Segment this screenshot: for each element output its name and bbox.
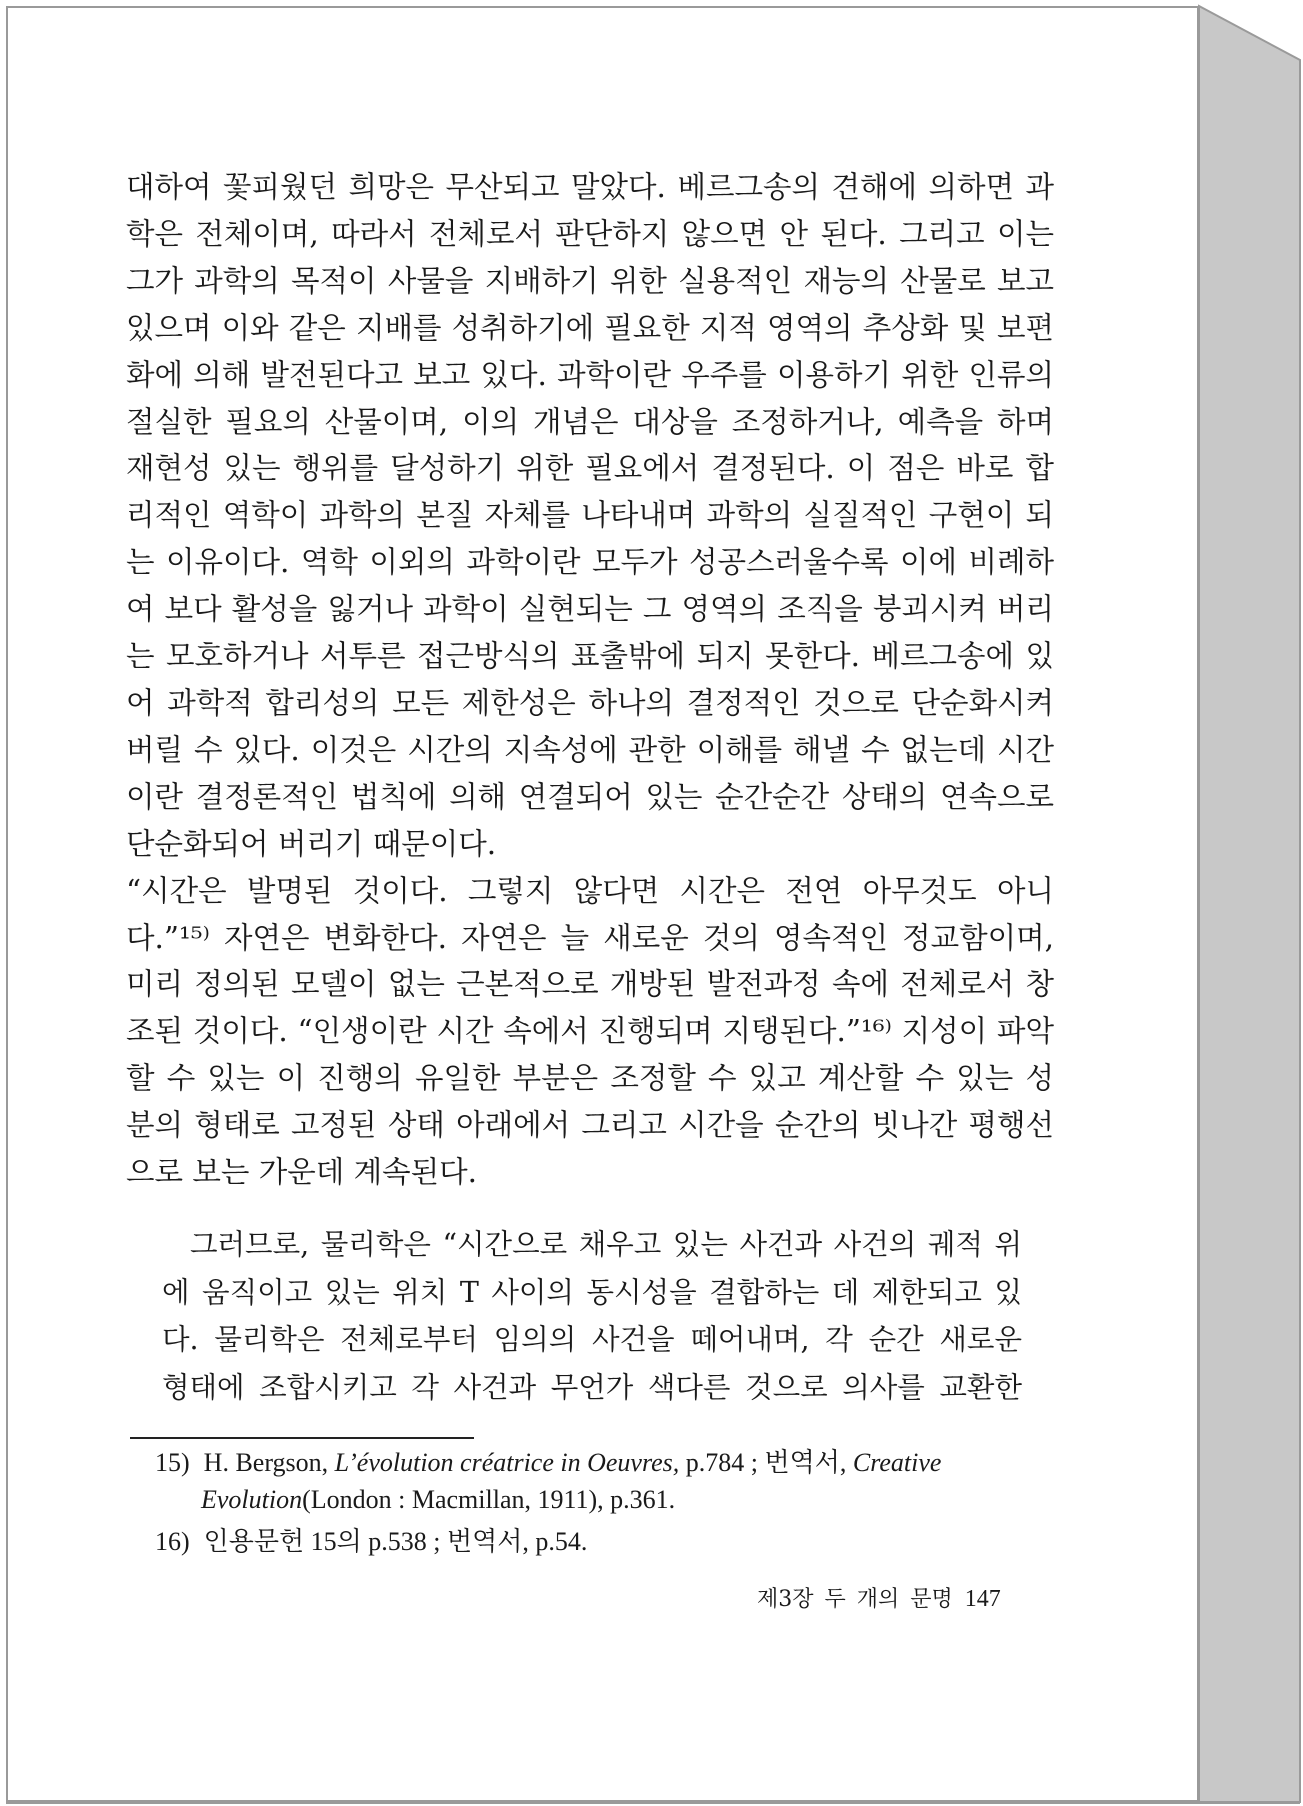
footnote-translation-title-2: Evolution xyxy=(201,1485,303,1514)
quote-line: 다. 물리학은 전체로부터 임의의 사건을 떼어내며, 각 순간 새로운 xyxy=(162,1323,1022,1356)
text-line: 어 과학적 합리성의 모든 제한성은 하나의 결정적인 것으로 단순화시켜 xyxy=(126,685,1054,720)
text-line: 여 보다 활성을 잃거나 과학이 실현되는 그 영역의 조직을 붕괴시켜 버리 xyxy=(126,592,1054,627)
text-line: 있으며 이와 같은 지배를 성취하기에 필요한 지적 영역의 추상화 및 보편 xyxy=(126,310,1054,345)
text-line: 단순화되어 버리기 때문이다. xyxy=(126,826,497,861)
text-line: 재현성 있는 행위를 달성하기 위한 필요에서 결정된다. 이 점은 바로 합 xyxy=(126,451,1054,486)
text-line: 버릴 수 있다. 이것은 시간의 지속성에 관한 이해를 해낼 수 없는데 시간 xyxy=(126,732,1054,767)
text-line: 그가 과학의 목적이 사물을 지배하기 위한 실용적인 재능의 산물로 보고 xyxy=(126,263,1054,298)
footnote-number: 16) xyxy=(155,1527,190,1556)
text-line: 는 모호하거나 서투른 접근방식의 표출밖에 되지 못한다. 베르그송에 있 xyxy=(126,639,1054,674)
footnote-title: L’évolution créatrice in Oeuvres, xyxy=(334,1448,680,1477)
text-line: 절실한 필요의 산물이며, 이의 개념은 대상을 조정하거나, 예측을 하며 xyxy=(126,404,1054,439)
text-line: 대하여 꽃피웠던 희망은 무산되고 말았다. 베르그송의 견해에 의하면 과 xyxy=(126,170,1054,204)
text-line: 화에 의해 발전된다고 보고 있다. 과학이란 우주를 이용하기 위한 인류의 xyxy=(126,357,1054,392)
running-footer xyxy=(757,1582,1001,1613)
footnote-text: 인용문헌 15의 p.538 ; 번역서, p.54. xyxy=(203,1527,588,1556)
footnote-15 xyxy=(155,1444,1055,1518)
footnote-number: 15) xyxy=(155,1448,190,1477)
page-number: 147 xyxy=(964,1586,1001,1612)
footnote-line-2 xyxy=(155,1481,1055,1518)
text-line: 이란 결정론적인 법칙에 의해 연결되어 있는 순간순간 상태의 연속으로 xyxy=(126,779,1054,814)
book-bottom-edge xyxy=(6,1802,1300,1804)
text-line: 으로 보는 가운데 계속된다. xyxy=(126,1155,477,1190)
text-line: 는 이유이다. 역학 이외의 과학이란 모두가 성공스러울수록 이에 비례하 xyxy=(126,545,1054,580)
quote-line: 그러므로, 물리학은 “시간으로 채우고 있는 사건과 사건의 궤적 위 xyxy=(190,1228,1022,1261)
text-line: “시간은 발명된 것이다. 그렇지 않다면 시간은 전연 아무것도 아니 xyxy=(126,873,1054,908)
footnote-page: p.784 ; 번역서, xyxy=(685,1448,847,1477)
text-line: 분의 형태로 고정된 상태 아래에서 그리고 시간을 순간의 빗나간 평행선 xyxy=(126,1108,1054,1143)
text-line: 다.”¹⁵⁾ 자연은 변화한다. 자연은 늘 새로운 것의 영속적인 정교함이며, xyxy=(126,920,1054,955)
footnote-separator xyxy=(130,1437,474,1439)
quote-line: 형태에 조합시키고 각 사건과 무언가 색다른 것으로 의사를 교환한 xyxy=(162,1370,1022,1404)
book-side-edge xyxy=(1199,6,1300,1802)
footnote-author: H. Bergson, xyxy=(203,1448,329,1477)
block-quote xyxy=(162,1221,1022,1411)
chapter-running-head: 제3장 두 개의 문명 xyxy=(757,1587,953,1612)
text-line: 리적인 역학이 과학의 본질 자체를 나타내며 과학의 실질적인 구현이 되 xyxy=(126,498,1054,533)
footnote-translation-title: Creative xyxy=(852,1448,942,1477)
footnote-publisher: (London : Macmillan, 1911), p.361. xyxy=(302,1485,676,1514)
text-line: 조된 것이다. “인생이란 시간 속에서 진행되며 지탱된다.”¹⁶⁾ 지성이 파악 xyxy=(126,1014,1054,1049)
quote-line: 에 움직이고 있는 위치 T 사이의 동시성을 결합하는 데 제한되고 있 xyxy=(162,1275,1022,1309)
text-line: 할 수 있는 이 진행의 유일한 부분은 조정할 수 있고 계산할 수 있는 성 xyxy=(126,1061,1054,1096)
body-text xyxy=(126,164,1054,1196)
footnote-16 xyxy=(155,1523,587,1560)
text-line: 미리 정의된 모델이 없는 근본적으로 개방된 발전과정 속에 전체로서 창 xyxy=(126,967,1054,1002)
text-line: 학은 전체이며, 따라서 전체로서 판단하지 않으면 안 된다. 그리고 이는 xyxy=(126,216,1054,251)
